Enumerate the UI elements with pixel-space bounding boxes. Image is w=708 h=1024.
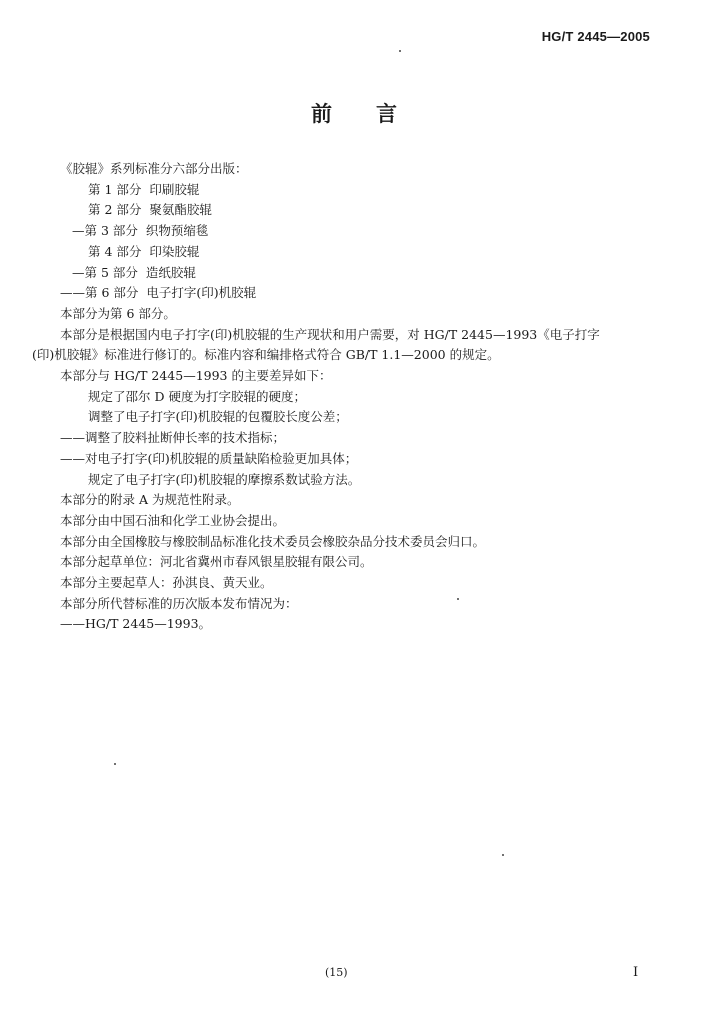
difference-item-friction: 规定了电子打字(印)机胶辊的摩擦系数试验方法。 <box>88 471 361 487</box>
paragraph-part-number: 本部分为第 6 部分。 <box>60 305 176 321</box>
paragraph-history: 本部分所代替标准的历次版本发布情况为： <box>60 595 298 611</box>
paragraph-revision-basis-cont: (印)机胶辊》标准进行修订的。标准内容和编排格式符合 GB/T 1.1—2000 的规定。 <box>32 347 500 363</box>
history-item: ——HG/T 2445—1993。 <box>60 616 212 632</box>
list-item-part-4: 第 4 部分 印染胶辊 <box>88 243 200 259</box>
list-item-part-2: 第 2 部分 聚氨酯胶辊 <box>88 202 212 218</box>
list-item-part-3: —第 3 部分 织物预缩毯 <box>72 223 209 239</box>
list-item-part-5: —第 5 部分 造纸胶辊 <box>72 264 196 280</box>
difference-item-elongation: ——调整了胶料扯断伸长率的技术指标； <box>60 430 286 446</box>
page-number: (15) <box>325 966 348 979</box>
scan-speck <box>502 854 504 856</box>
foreword-body <box>0 159 708 635</box>
list-item-part-6: ——第 6 部分 电子打字(印)机胶辊 <box>60 285 257 301</box>
standard-code: HG/T 2445—2005 <box>541 29 650 44</box>
scan-speck <box>457 598 459 600</box>
paragraph-committee: 本部分由全国橡胶与橡胶制品标准化技术委员会橡胶杂品分技术委员会归口。 <box>60 533 486 549</box>
difference-item-hardness: 规定了邵尔 D 硬度为打字胶辊的硬度； <box>88 388 306 404</box>
scan-speck <box>114 763 116 765</box>
scan-speck <box>399 50 401 52</box>
difference-item-defect-inspection: ——对电子打字(印)机胶辊的质量缺陷检验更加具体； <box>60 450 358 466</box>
page-roman-numeral: I <box>633 965 639 980</box>
paragraph-proposer: 本部分由中国石油和化学工业协会提出。 <box>60 512 286 528</box>
difference-item-tolerance: 调整了电子打字(印)机胶辊的包覆胶长度公差； <box>88 409 348 425</box>
paragraph-revision-basis: 本部分是根据国内电子打字(印)机胶辊的生产现状和用户需要，对 HG/T 2445—1993《电子打字 <box>60 326 600 342</box>
list-item-part-1: 第 1 部分 印刷胶辊 <box>88 181 200 197</box>
page-title: 前言 <box>311 102 441 126</box>
paragraph-annex: 本部分的附录 A 为规范性附录。 <box>60 492 240 508</box>
paragraph-intro: 《胶辊》系列标准分六部分出版： <box>60 161 248 176</box>
paragraph-differences: 本部分与 HG/T 2445—1993 的主要差异如下： <box>60 368 332 384</box>
paragraph-drafters: 本部分主要起草人：孙淇良、黄天业。 <box>60 575 273 591</box>
paragraph-drafting-unit: 本部分起草单位：河北省冀州市春风银星胶辊有限公司。 <box>60 554 373 570</box>
